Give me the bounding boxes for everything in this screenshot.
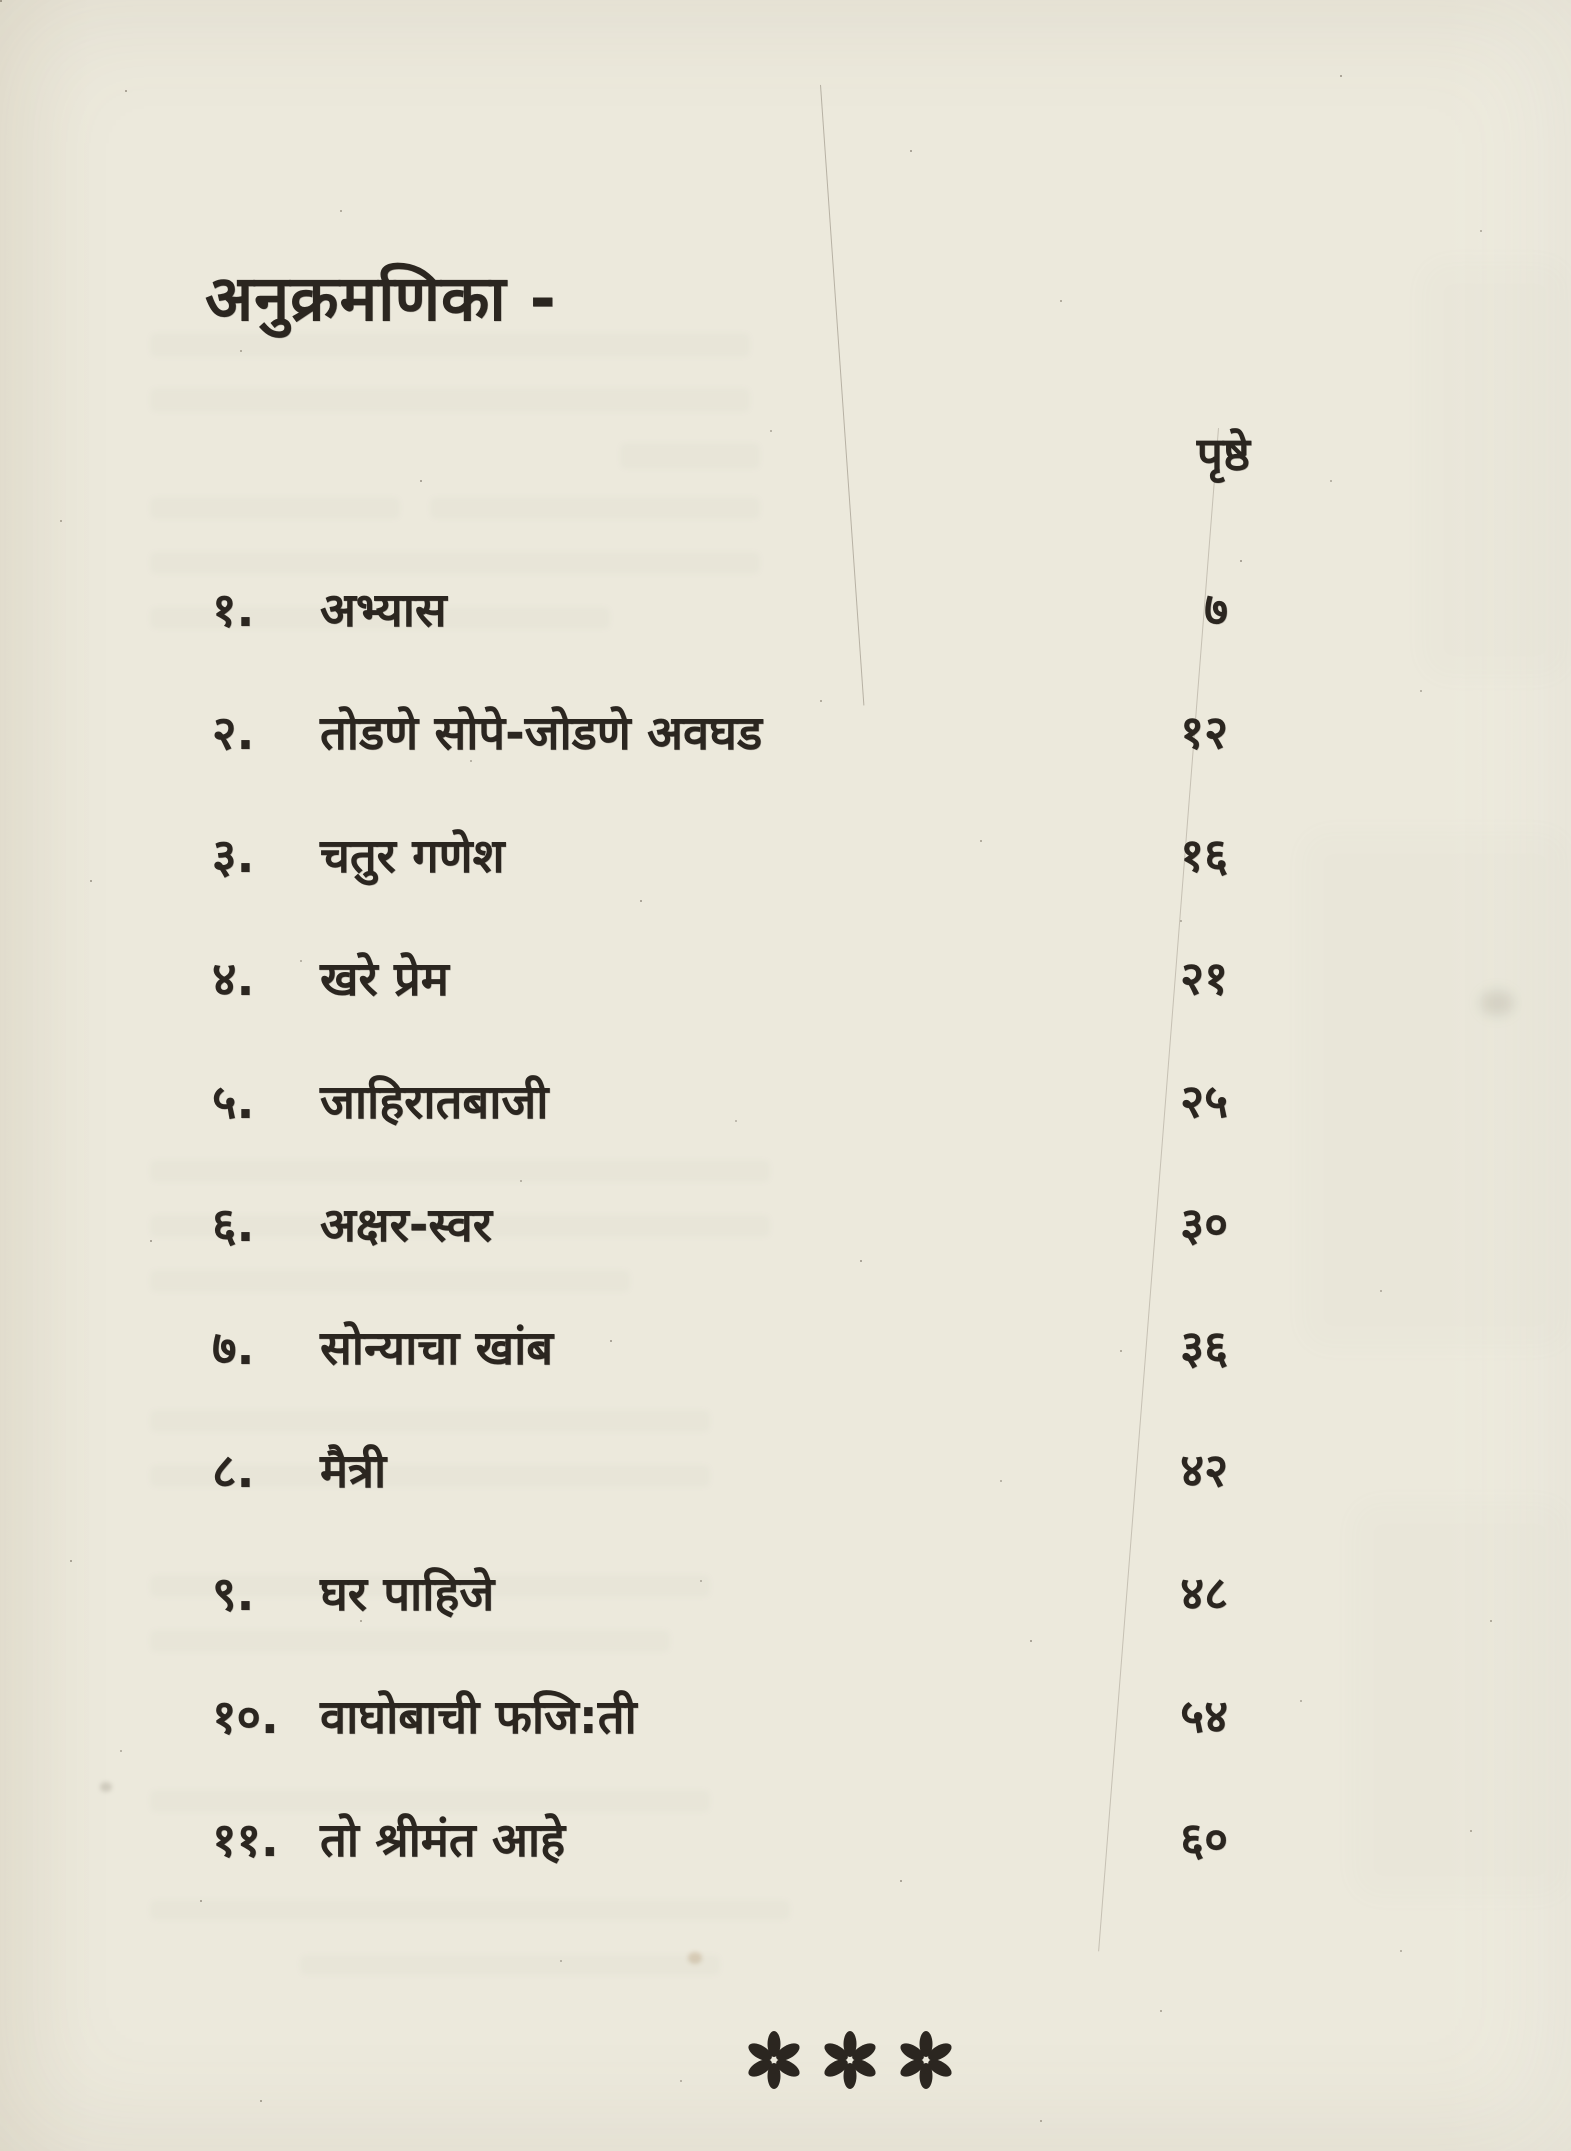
entry-page-number: ३६ — [1180, 1319, 1228, 1374]
page-title: अनुक्रमणिका - — [205, 262, 557, 336]
entry-number: १०. — [212, 1689, 279, 1745]
scan-smudge — [688, 1952, 702, 1964]
entry-title: वाघोबाची फजि:ती — [320, 1689, 637, 1745]
entry-page-number: ७ — [1204, 581, 1228, 636]
toc-entry — [212, 792, 1228, 915]
entry-page-number: ६० — [1180, 1811, 1228, 1866]
toc-entry — [212, 1776, 1228, 1899]
bleedthrough-artifact — [1300, 830, 1570, 1350]
entry-page-number: १२ — [1180, 704, 1228, 759]
entry-title: तो श्रीमंत आहे — [320, 1812, 566, 1868]
bleedthrough-artifact — [1350, 1500, 1570, 1900]
entry-page-number: ४२ — [1180, 1442, 1228, 1497]
entry-title: अक्षर-स्वर — [320, 1197, 492, 1253]
entry-number: ३. — [212, 828, 255, 884]
toc-entry — [212, 669, 1228, 792]
entry-number: ४. — [212, 951, 255, 1007]
entry-title: जाहिरातबाजी — [320, 1074, 549, 1130]
entry-number: ११. — [212, 1812, 279, 1868]
entry-number: ५. — [212, 1074, 255, 1130]
toc-entry — [212, 1161, 1228, 1284]
bleedthrough-artifact — [430, 497, 760, 519]
entry-title: घर पाहिजे — [320, 1566, 495, 1622]
toc-entry — [212, 1407, 1228, 1530]
toc-entry — [212, 1530, 1228, 1653]
bleedthrough-artifact — [1420, 260, 1570, 680]
entry-page-number: ३० — [1180, 1196, 1228, 1251]
entry-title: मैत्री — [320, 1443, 387, 1499]
entry-number: ७. — [212, 1320, 255, 1376]
bleedthrough-artifact — [150, 1900, 790, 1920]
entry-title: सोन्याचा खांब — [320, 1320, 554, 1376]
entry-title: तोडणे सोपे-जोडणे अवघड — [320, 705, 763, 761]
entry-number: ८. — [212, 1443, 255, 1499]
toc-entry — [212, 546, 1228, 669]
bleedthrough-artifact — [150, 388, 750, 412]
entry-page-number: २१ — [1180, 950, 1228, 1005]
entry-number: २. — [212, 705, 255, 761]
scan-smudge — [100, 1782, 112, 1792]
toc-entry — [212, 1038, 1228, 1161]
entry-number: ६. — [212, 1197, 255, 1253]
flower-asterisk-icon — [738, 2022, 963, 2096]
toc-entry — [212, 915, 1228, 1038]
toc-list — [212, 546, 1228, 1899]
entry-page-number: २५ — [1180, 1073, 1228, 1128]
entry-title: खरे प्रेम — [320, 951, 449, 1007]
toc-entry — [212, 1653, 1228, 1776]
entry-number: १. — [212, 582, 255, 638]
scan-speckles — [0, 0, 2, 2]
entry-page-number: ५४ — [1180, 1688, 1228, 1743]
entry-title: अभ्यास — [320, 582, 447, 638]
footer-ornament — [738, 2022, 963, 2096]
toc-entry — [212, 1284, 1228, 1407]
entry-title: चतुर गणेश — [320, 828, 505, 884]
entry-page-number: १६ — [1180, 827, 1228, 882]
entry-page-number: ४८ — [1180, 1565, 1228, 1620]
scan-smudge — [1480, 990, 1514, 1016]
entry-number: ९. — [212, 1566, 255, 1622]
bleedthrough-artifact — [150, 497, 400, 519]
pages-column-header: पृष्ठे — [1196, 427, 1250, 481]
bleedthrough-artifact — [300, 1955, 720, 1975]
